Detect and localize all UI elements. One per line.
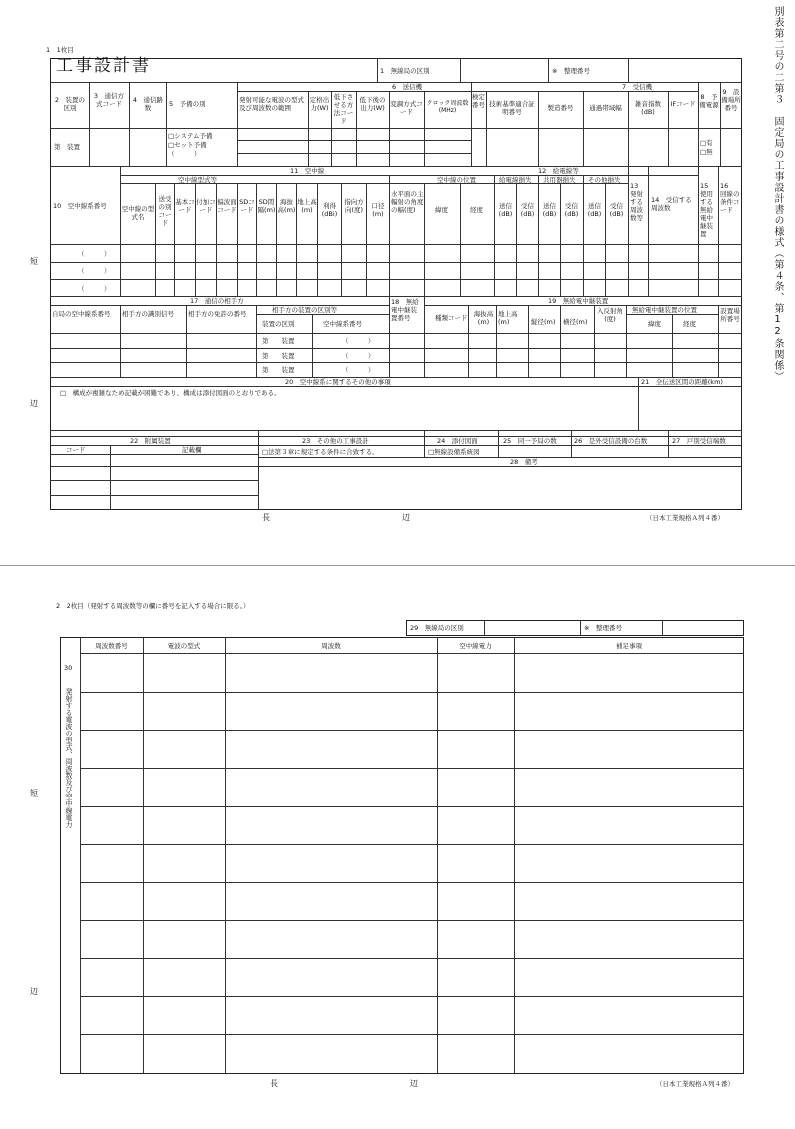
c12-feed-rx: 受信(dB) bbox=[520, 202, 535, 218]
c11-direction: 指向方向(度) bbox=[344, 198, 364, 214]
side-edge-1: 辺 bbox=[30, 399, 38, 408]
device-row-2: 第 装置 bbox=[262, 352, 295, 360]
c17-device-class: 装置の区別 bbox=[262, 320, 295, 328]
c12-feed-tx: 送信(dB) bbox=[498, 202, 513, 218]
side-edge-2: 辺 bbox=[30, 987, 38, 996]
sec6-label: 6 送信機 bbox=[392, 83, 423, 91]
col-cert-no: 検定番号 bbox=[472, 93, 485, 109]
sec26-label: 26 是外受信設備の台数 bbox=[574, 437, 648, 445]
c19-angle: 入反射角(度) bbox=[597, 307, 623, 323]
c13-emission: 13 発射する周波数等 bbox=[630, 182, 645, 222]
device-antenna-2[interactable]: （ ） bbox=[342, 352, 375, 360]
c16-line-condition: 16 回線の条件コード bbox=[720, 182, 740, 214]
side-short-1: 短 bbox=[30, 257, 38, 266]
col-antenna-power: 空中線電力 bbox=[459, 642, 492, 650]
col-noise-figure: 雑音指数(dB) bbox=[635, 100, 661, 116]
col-channels: 4 通信路数 bbox=[132, 96, 164, 112]
sec25-label: 25 同一予局の数 bbox=[503, 437, 557, 445]
c19-site: 設置場所番号 bbox=[720, 307, 740, 323]
page-separator bbox=[0, 565, 795, 566]
station-class-label: 1 無線局の区別 bbox=[380, 67, 430, 75]
c19-pos: 無給電中継装置の位置 bbox=[632, 306, 697, 314]
c14-rx-freq: 14 受信する周波数 bbox=[651, 196, 692, 212]
c11-basic: 基本コード bbox=[175, 198, 195, 214]
c22-code: コード bbox=[66, 446, 86, 454]
c11-sd-code: SDコード bbox=[239, 198, 255, 214]
col-emission-range: 発射可能な電波の型式及び周波数の範囲 bbox=[239, 96, 304, 112]
c12-dup-tx: 送信(dB) bbox=[542, 202, 557, 218]
sec24-label: 24 添付図面 bbox=[437, 437, 478, 445]
sec11-label: 11 空中線 bbox=[290, 167, 325, 175]
page2-ref-no-label: ※ 整理番号 bbox=[584, 624, 622, 632]
sec23-label: 23 その他の工事設計 bbox=[302, 437, 369, 445]
c19-horiz: 横径(m) bbox=[563, 318, 588, 326]
c12-feed: 給電線損失 bbox=[499, 176, 532, 184]
sec18-label: 18 無給電中継装置番号 bbox=[391, 298, 419, 322]
footer-edge-1: 辺 bbox=[402, 513, 410, 522]
c11-agl: 地上高(m) bbox=[297, 198, 317, 214]
sec24-checkbox[interactable]: □無線設備系統図 bbox=[428, 448, 480, 456]
col-rated-output: 定格出力(W) bbox=[309, 96, 330, 112]
power-yes[interactable]: □有 bbox=[700, 139, 713, 147]
c11-antenna-type: 空中線の型式名 bbox=[121, 205, 155, 221]
col-modulation: 変調方式コード bbox=[390, 100, 423, 116]
col-backup-power: 8 予備電源 bbox=[699, 93, 719, 109]
form-title: 工事設計書 bbox=[56, 56, 151, 76]
col-tech-cert: 技術基準適合証明番号 bbox=[489, 100, 535, 116]
col-antenna-system: 10 空中線系番号 bbox=[53, 202, 107, 210]
c11-beamwidth: 水平面の主輻射の角度の幅(度) bbox=[391, 190, 424, 214]
c11-asl: 海抜高(m) bbox=[277, 198, 296, 214]
power-no[interactable]: □無 bbox=[700, 148, 713, 156]
c12-lon: 経度 bbox=[470, 206, 483, 214]
antenna-row-1[interactable]: （ ） bbox=[78, 250, 111, 258]
col-reduce-method: 低下させる方法コード bbox=[333, 93, 354, 125]
page2-table bbox=[60, 637, 744, 1074]
col-freq-no: 周波数番号 bbox=[95, 642, 128, 650]
col-standby: 5 予備の別 bbox=[169, 100, 206, 108]
col-notes: 補足事項 bbox=[616, 642, 642, 650]
page2-station-class-label: 29 無線局の区別 bbox=[410, 624, 464, 632]
sec20-checkbox[interactable]: □ 構成が複雑なため記載が困難であり、構成は添付図面のとおりである。 bbox=[60, 389, 281, 397]
device-row-3: 第 装置 bbox=[262, 366, 295, 374]
c11-polarization: 偏波面コード bbox=[217, 198, 237, 214]
sec22-label: 22 附属装置 bbox=[130, 437, 171, 445]
c19-agl: 地上高(m) bbox=[498, 310, 518, 326]
col-emission-type: 電波の型式 bbox=[167, 642, 201, 650]
c12-other-tx: 送信(dB) bbox=[587, 202, 602, 218]
ref-no-label: ※ 整理番号 bbox=[552, 67, 590, 75]
c19-vert: 縦径(m) bbox=[531, 318, 556, 326]
sec23-checkbox[interactable]: □法第３章に規定する条件に合致する。 bbox=[262, 448, 379, 456]
device-row-1: 第 装置 bbox=[262, 337, 295, 345]
c17-peer-callsign: 相手方の識別信号 bbox=[122, 310, 174, 318]
footer-long-1: 長 bbox=[262, 513, 270, 522]
c12-other: その他損失 bbox=[588, 176, 621, 184]
c17-peer-license: 相手方の免許の番号 bbox=[188, 310, 247, 318]
c12-other-rx: 受信(dB) bbox=[609, 202, 624, 218]
col-device-class: 2 装置の区別 bbox=[54, 96, 86, 112]
c11-txrx: 送受の別コード bbox=[158, 195, 172, 227]
sec20-label: 20 空中線系に関するその他の事項 bbox=[285, 378, 391, 386]
standby-system[interactable]: □システム予備 bbox=[168, 132, 213, 140]
sec28-label: 28 備考 bbox=[510, 458, 538, 466]
sec21-label: 21 全伝送区間の距離(km) bbox=[641, 378, 723, 386]
col-reduced-output: 低下後の出力(W) bbox=[359, 96, 386, 112]
device-antenna-1[interactable]: （ ） bbox=[342, 337, 375, 345]
c19-lat: 緯度 bbox=[648, 320, 661, 328]
page2-side-num: 30 bbox=[64, 664, 73, 672]
col-if-code: IFコード bbox=[670, 100, 696, 108]
sec11-type: 空中線型式等 bbox=[178, 176, 217, 184]
standby-other[interactable]: （ ） bbox=[168, 150, 201, 158]
sec27-label: 27 戸別受信端数 bbox=[672, 437, 726, 445]
c11-gain: 利得(dBi) bbox=[321, 202, 338, 218]
row-device: 第 装置 bbox=[54, 143, 80, 151]
c11-extra: 付加コード bbox=[196, 198, 216, 214]
c12-lat: 緯度 bbox=[435, 206, 448, 214]
c19-type: 種類コード bbox=[435, 314, 468, 322]
c15-passive-relay: 15 使用する無給電中継装置 bbox=[700, 182, 715, 238]
c12-pos: 空中線の位置 bbox=[437, 176, 476, 184]
col-comm-method: 3 通信方式コード bbox=[93, 92, 125, 108]
c22-entry: 記載欄 bbox=[182, 446, 202, 454]
page1-header: 1 1枚目 bbox=[46, 46, 74, 54]
footer-edge-2: 辺 bbox=[410, 1079, 418, 1088]
footer-note-1: （日本工業規格Ａ列４番） bbox=[646, 514, 724, 522]
sec19-label: 19 無給電中継装置 bbox=[548, 297, 609, 305]
sec12-label: 12 給電線等 bbox=[538, 167, 579, 175]
page2-side-label: 発射する電波の型式、周波数及び空中線電力 bbox=[65, 688, 73, 828]
side-short-2: 短 bbox=[30, 789, 38, 798]
page2-header: 2 2枚目（発射する周波数等の欄に番号を記入する場合に限る。） bbox=[56, 602, 250, 610]
c12-dup: 共用器損失 bbox=[543, 176, 576, 184]
antenna-row-2[interactable]: （ ） bbox=[78, 267, 111, 275]
col-frequency: 周波数 bbox=[321, 642, 341, 650]
footer-long-2: 長 bbox=[270, 1079, 278, 1088]
c17-peer-device: 相手方の装置の区別等 bbox=[272, 306, 337, 314]
sec17-label: 17 通信の相手方 bbox=[190, 297, 244, 305]
antenna-row-3[interactable]: （ ） bbox=[78, 285, 111, 293]
col-passband: 通過帯域幅 bbox=[589, 104, 622, 112]
c11-aperture: 口径(m) bbox=[371, 202, 385, 218]
c19-lon: 経度 bbox=[683, 320, 696, 328]
c17-own-antenna: 自局の空中線系番号 bbox=[52, 310, 111, 318]
footer-note-2: （日本工業規格Ａ列４番） bbox=[656, 1080, 734, 1088]
sec7-label: 7 受信機 bbox=[622, 83, 653, 91]
c19-asl: 海抜高(m) bbox=[473, 310, 494, 326]
device-antenna-3[interactable]: （ ） bbox=[342, 366, 375, 374]
c17-antenna-no: 空中線系番号 bbox=[323, 320, 362, 328]
col-serial-no: 製造番号 bbox=[547, 104, 574, 112]
side-title: 別表第二号の二第３ 固定局の工事設計書の様式（第４条、第12条関係） bbox=[772, 6, 783, 382]
c12-dup-rx: 受信(dB) bbox=[564, 202, 579, 218]
col-clock-freq: クロック周波数(MHz) bbox=[426, 100, 469, 114]
station-class-field[interactable] bbox=[460, 58, 548, 82]
col-site-no: 9 設備場所番号 bbox=[721, 88, 741, 112]
standby-set[interactable]: □セット予備 bbox=[168, 141, 207, 149]
c11-sd-interval: SD間隔(m) bbox=[257, 198, 276, 214]
